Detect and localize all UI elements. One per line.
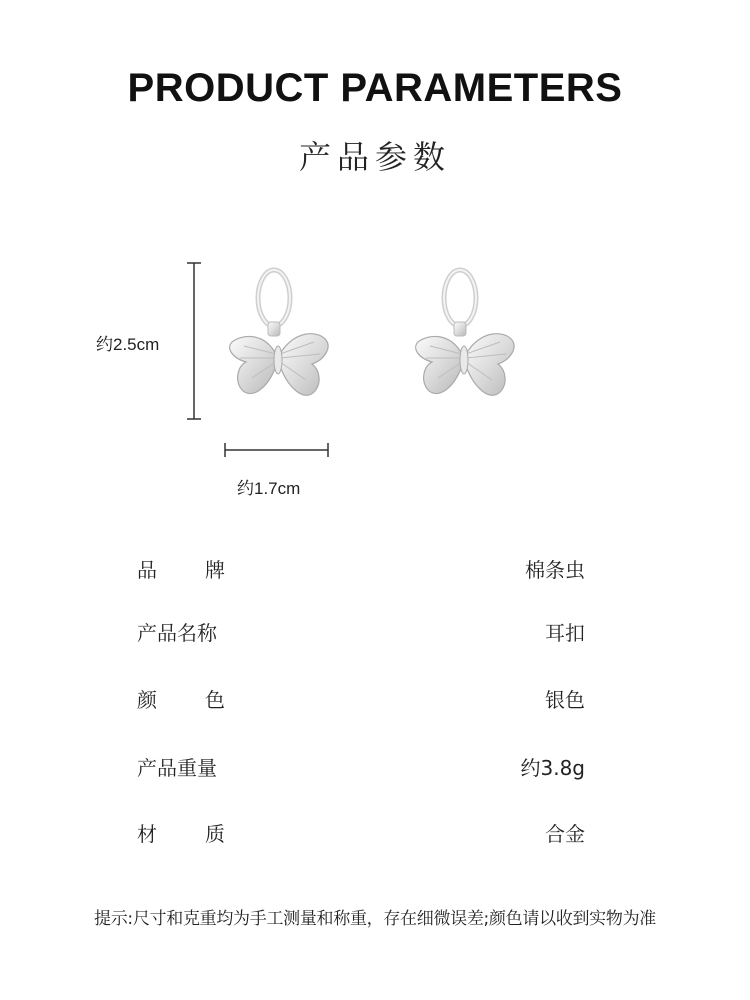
spec-row-material (137, 818, 585, 848)
spec-label: 颜 色 (137, 688, 225, 712)
butterfly-earring-right-image (410, 262, 520, 422)
footnote: 提示:尺寸和克重均为手工测量和称重，存在细微误差;颜色请以收到实物为准 (94, 909, 656, 929)
spec-value: 耳扣 (545, 621, 585, 645)
spec-value: 约3.8g (520, 756, 585, 780)
spec-row-product-name (137, 617, 585, 647)
width-label: 约1.7cm (237, 479, 301, 498)
spec-label: 品 牌 (137, 558, 225, 582)
page-title-cn: 产品参数 (298, 138, 451, 176)
page-title-en: PRODUCT PARAMETERS (127, 66, 623, 110)
spec-row-weight (137, 752, 585, 782)
width-dimension-line (224, 440, 330, 460)
spec-label: 产品名称 (137, 621, 217, 645)
spec-row-color (137, 684, 585, 714)
spec-label: 材 质 (137, 822, 225, 846)
spec-value: 棉条虫 (525, 558, 585, 582)
height-label: 约2.5cm (96, 335, 160, 354)
spec-row-brand (137, 554, 585, 584)
spec-value: 合金 (545, 822, 585, 846)
butterfly-earring-left-image (224, 262, 334, 422)
spec-label: 产品重量 (137, 756, 217, 780)
height-dimension-line (184, 262, 204, 422)
spec-value: 银色 (545, 688, 585, 712)
